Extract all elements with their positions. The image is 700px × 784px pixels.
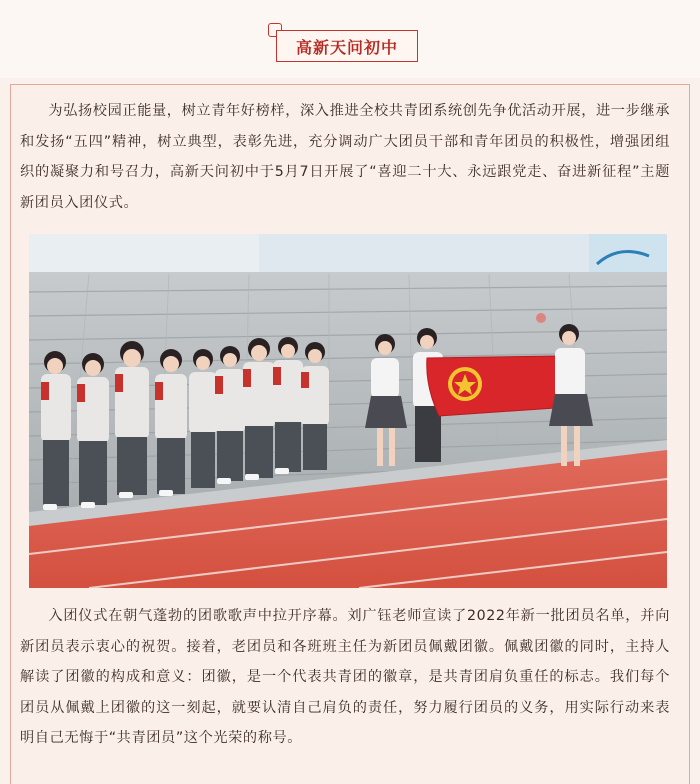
header-banner — [0, 0, 700, 78]
school-title: 高新天问初中 — [295, 37, 398, 57]
school-title-box — [276, 30, 418, 62]
ceremony-paragraph: 入团仪式在朝气蓬勃的团歌歌声中拉开序幕。刘广钰老师宣读了2022年新一批团员名单，并向新团员表示衷心的祝贺。接着，老团员和各班班主任为新团员佩戴团徽。佩戴团徽的同时，主持人解读了团徽的构成和意义：团徽，是一个代表共青团的徽章，是共青团肩负重任的标志。我们每个团员从佩戴上团徽的这一刻起，就要认清自己肩负的责任，努力履行团员的义务，用实际行动来表明自己无悔于“共青团员”这个光荣的称号。 — [20, 608, 670, 746]
ceremony-photo — [29, 234, 667, 588]
intro-paragraph: 为弘扬校园正能量，树立青年好榜样，深入推进全校共青团系统创先争优活动开展，进一步继承和发扬“五四”精神，树立典型，表彰先进，充分调动广大团员干部和青年团员的积极性，增强团组织的凝聚力和号召力，高新天问初中于5月7日开展了“喜迎二十大、永远跟党走、奋进新征程”主题新团员入团仪式。 — [20, 103, 670, 211]
photo-students-holding-league-flag-icon — [29, 234, 667, 588]
